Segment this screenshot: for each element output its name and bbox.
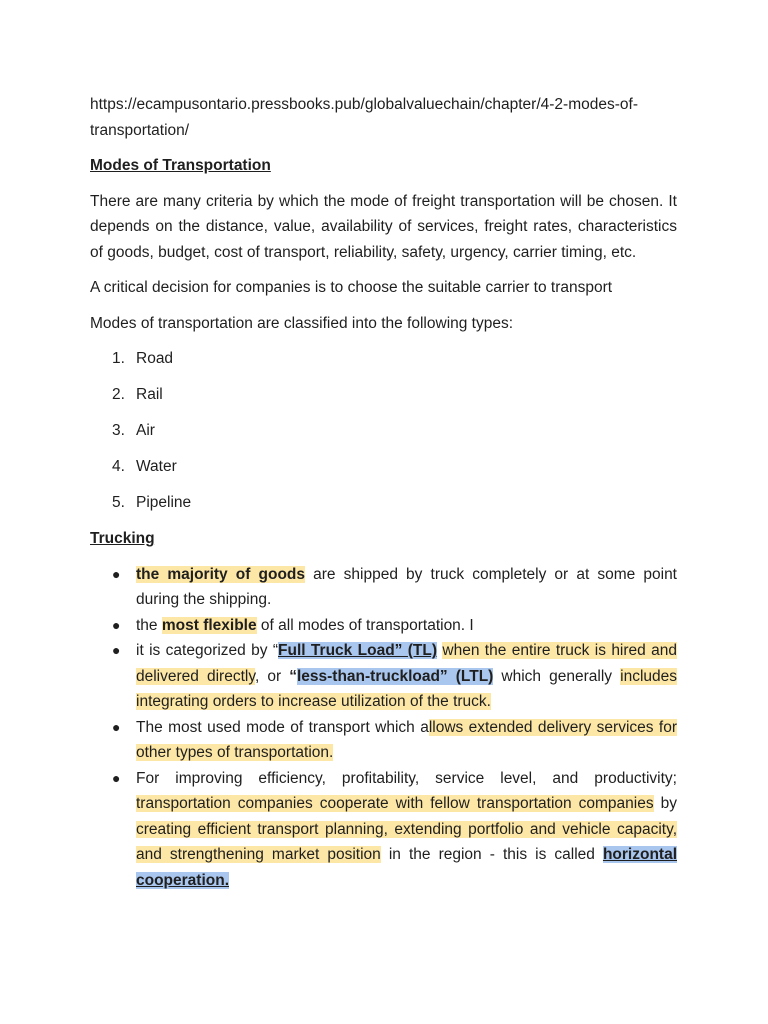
bullet-text: which generally [493,667,621,685]
bullet-item-most-used [90,715,677,766]
list-number: 2. [112,386,125,403]
bullet-text: it is categorized by “ [136,642,279,659]
list-item-label: Rail [136,386,163,403]
list-item [90,454,677,480]
bullet-text: in the region - this is called [380,846,603,863]
highlight-tl-description: when the entire truck is hired and delivered directly [136,642,677,685]
list-number: 4. [112,458,125,475]
modes-list [90,346,677,516]
list-number: 1. [112,350,125,367]
list-number: 3. [112,422,125,439]
list-item-label: Pipeline [136,494,192,511]
source-url: https://ecampusontario.pressbooks.pub/globalvaluechain/chapter/4-2-modes-of-transportation/ [90,96,638,139]
highlight-most-flexible: most flexible [161,616,257,634]
bullet-text: For improving efficiency, profitability, service level, and productivity; [136,769,677,787]
bullet-icon: ● [112,718,121,735]
bullet-text: by [653,795,677,812]
highlight-majority-of-goods: the majority of goods [136,565,306,583]
document-body [90,92,677,893]
highlight-extended-delivery: llows extended delivery services for other types of transportation. [136,718,677,761]
list-number: 5. [112,494,125,511]
bullet-text: the [136,616,162,634]
highlight-horizontal-cooperation: horizontal cooperation. [136,846,678,889]
list-item [90,490,677,516]
list-item [90,346,677,372]
bullet-item-efficiency [90,766,677,894]
ltl-open-quote: “ [289,667,297,685]
highlight-full-truck-load: Full Truck Load” (TL) [278,642,438,659]
trucking-bullet-list [90,562,677,894]
list-item [90,382,677,408]
highlight-companies-cooperate: transportation companies cooperate with fellow transportation companies [136,795,654,812]
list-item-label: Water [136,458,177,475]
bullet-icon: ● [112,565,121,582]
paragraph-classified: Modes of transportation are classified into the following types: [90,314,514,332]
bullet-item-majority [90,562,677,613]
paragraph-criteria: There are many criteria by which the mode of freight transportation will be chosen. It depends on the distance, value, availability of services, freight rates, characteristics of goods, budget, cost of transport, reliability, safety, urgency, carrier timing, etc. [90,192,677,261]
bullet-text: are shipped by truck completely or at some point during the shipping. [136,565,677,608]
paragraph-critical-decision: A critical decision for companies is to choose the suitable carrier to transport [90,279,613,296]
bullet-item-categorized [90,638,677,715]
bullet-text: , or [254,667,290,685]
bullet-icon: ● [112,616,121,633]
bullet-icon: ● [112,642,121,658]
list-item [90,418,677,444]
highlight-less-than-truckload: less-than-truckload” (LTL) [296,667,494,685]
bullet-text: of all modes of transportation. I [256,616,474,634]
bullet-item-flexible [90,613,677,639]
highlight-efficient-planning: creating efficient transport planning, extending portfolio and vehicle capacity, and strengthening market position [136,820,677,863]
highlight-ltl-description: includes integrating orders to increase utilization of the truck. [136,667,678,710]
bullet-icon: ● [112,769,121,786]
list-item-label: Air [136,422,155,439]
heading-trucking: Trucking [90,530,155,547]
list-item-label: Road [136,350,174,367]
bullet-text: The most used mode of transport which a [136,718,429,736]
heading-modes-of-transportation: Modes of Transportation [90,157,271,174]
